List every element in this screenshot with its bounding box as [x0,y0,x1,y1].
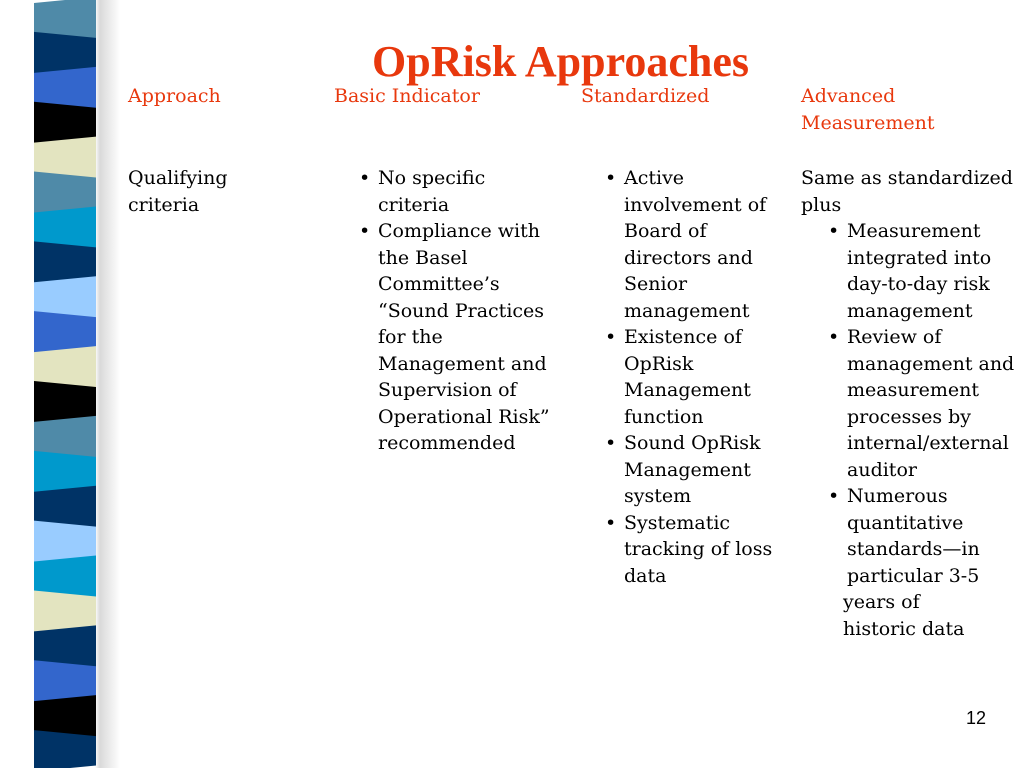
stripe-band [34,556,96,597]
decorative-stripe-bar [0,0,120,768]
stripe-band [34,206,96,247]
stripe-band [34,625,96,666]
header-advanced-measurement: Advanced Measurement [801,85,935,134]
list-item: • Review of management and measurement processes by internal/external auditor [825,324,1021,483]
slide-title: OpRisk Approaches [372,37,749,86]
list-item: • Numerous quantitative standards—in particular 3-5 [825,483,1021,589]
stripe-band [34,660,96,701]
advanced-list-tail: years of historic data [843,591,965,640]
standardized-list [602,165,787,589]
list-item: • Existence of OpRisk Management function [602,324,787,430]
stripe-band [34,451,96,492]
header-standardized: Standardized [581,85,710,107]
decorative-stripe-graphic [0,0,120,768]
stripe-band [34,102,96,143]
stripe-band [34,67,96,108]
basic-indicator-criteria [356,165,556,457]
advanced-measurement-criteria [801,165,1021,642]
stripe-band [34,590,96,631]
list-item: • Measurement integrated into day-to-day risk management [825,218,1021,324]
header-approach: Approach [128,85,221,107]
stripe-band [34,416,96,457]
stripe-band [34,0,96,38]
stripe-band [34,730,96,768]
list-item: • Systematic tracking of loss data [602,510,787,590]
stripe-band [34,276,96,317]
list-item: • Sound OpRisk Management system [602,430,787,510]
list-item: • Active involvement of Board of directors and Senior management [602,165,787,324]
stripe-band [34,695,96,736]
stripe-band [34,521,96,562]
stripe-band [34,346,96,387]
stripe-band [34,381,96,422]
advanced-list [825,218,1021,589]
stripe-band [34,172,96,213]
standardized-criteria [602,165,787,589]
row-label-qualifying-criteria: Qualifying criteria [128,167,228,216]
stripe-band [34,241,96,282]
stripe-band [34,486,96,527]
list-item: • Compliance with the Basel Committee’s “Sound Practices for the Management and Supervision of Operational Risk” recommended [356,218,556,457]
stripe-band [34,32,96,73]
stripe-band [34,311,96,352]
page-number: 12 [966,708,987,728]
advanced-intro: Same as standardized plus [801,167,1013,216]
stripe-band [34,137,96,178]
basic-indicator-list [356,165,556,457]
header-basic-indicator: Basic Indicator [334,85,480,107]
list-item: • No specific criteria [356,165,556,218]
